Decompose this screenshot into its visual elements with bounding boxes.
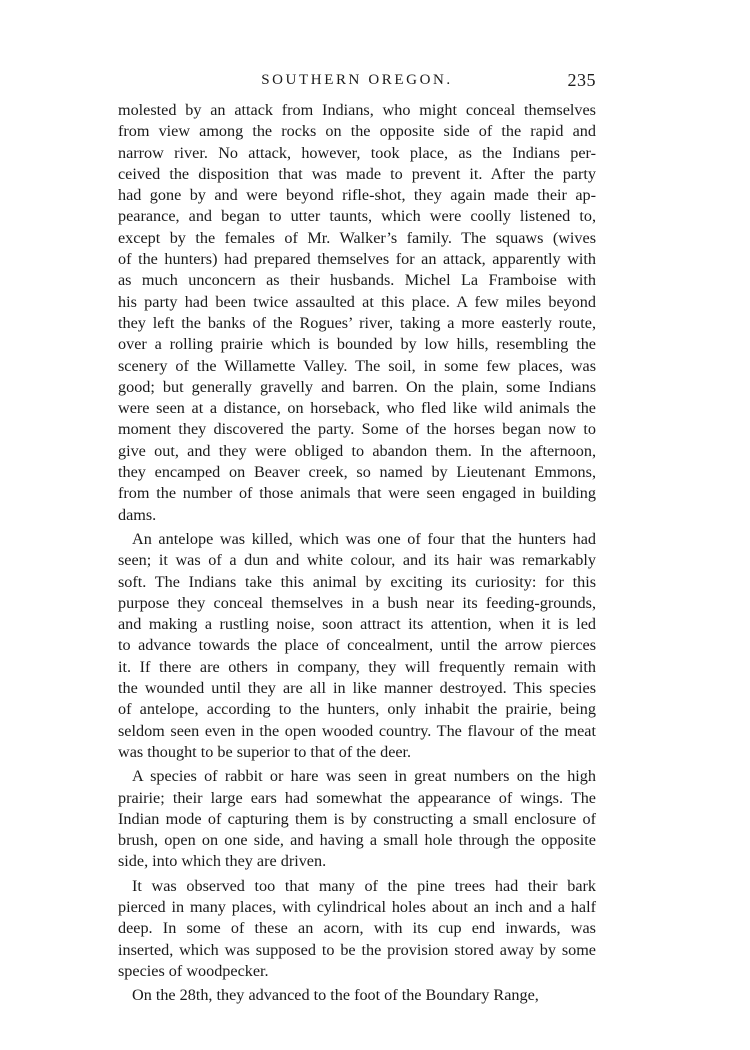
text-line: prairie; their large ears had somewhat the appearance of wings. The [118, 788, 596, 807]
text-line: from view among the rocks on the opposite side of the rapid and [118, 122, 596, 141]
text-line: they left the banks of the Rogues’ river, taking a more easterly route, [118, 313, 596, 332]
text-line: good; but generally gravelly and barren. On the plain, some Indians [118, 377, 596, 396]
paragraph [118, 100, 596, 526]
text-line: deep. In some of these an acorn, with its cup end inwards, was [118, 919, 596, 938]
text-line: give out, and they were obliged to abandon them. In the afternoon, [118, 441, 596, 460]
text-line: pierced in many places, with cylindrical holes about an inch and a half [118, 897, 596, 916]
text-line: soft. The Indians take this animal by exciting its curiosity: for this [118, 572, 596, 591]
text-line: species of woodpecker. [118, 961, 269, 980]
text-line: seldom seen even in the open wooded country. The flavour of the meat [118, 721, 596, 740]
text-line: pearance, and began to utter taunts, which were coolly listened to, [118, 207, 596, 226]
text-line: inserted, which was supposed to be the provision stored away by some [118, 940, 596, 959]
paragraph [118, 766, 596, 872]
text-line: purpose they conceal themselves in a bush near its feeding-grounds, [118, 593, 596, 612]
text-line: An antelope was killed, which was one of four that the hunters had [132, 529, 596, 548]
text-line: over a rolling prairie which is bounded by low hills, resembling the [118, 335, 596, 354]
text-line: his party had been twice assaulted at this place. A few miles beyond [118, 292, 596, 311]
text-line: the wounded until they are all in like manner destroyed. This species [118, 679, 596, 698]
text-line: it. If there are others in company, they will frequently remain with [118, 657, 596, 676]
text-line: had gone by and were beyond rifle-shot, they again made their ap- [118, 186, 596, 205]
paragraph [118, 876, 596, 982]
text-line: side, into which they are driven. [118, 852, 327, 871]
text-line: and making a rustling noise, soon attract its attention, when it is led [118, 615, 596, 634]
text-line: narrow river. No attack, however, took place, as the Indians per- [118, 143, 596, 162]
text-line: molested by an attack from Indians, who might conceal themselves [118, 101, 596, 119]
text-line: were seen at a distance, on horseback, who fled like wild animals the [118, 399, 596, 418]
text-line: seen; it was of a dun and white colour, and its hair was remarkably [118, 551, 596, 570]
text-line: of the hunters) had prepared themselves for an attack, apparently with [118, 250, 596, 269]
text-line: ceived the disposition that was made to prevent it. After the party [118, 164, 596, 183]
paragraph [118, 985, 596, 1006]
text-line: On the 28th, they advanced to the foot of the Boundary Range, [132, 986, 539, 1005]
text-line: Indian mode of capturing them is by constructing a small enclosure of [118, 809, 596, 828]
text-line: brush, open on one side, and having a small hole through the opposite [118, 831, 596, 850]
text-line: except by the females of Mr. Walker’s family. The squaws (wives [118, 228, 596, 247]
text-line: of antelope, according to the hunters, only inhabit the prairie, being [118, 700, 596, 719]
body-text [118, 100, 596, 1006]
text-line: from the number of those animals that were seen engaged in building [118, 484, 596, 503]
text-line: A species of rabbit or hare was seen in great numbers on the high [132, 767, 596, 786]
page-number: 235 [567, 70, 596, 90]
text-line: they encamped on Beaver creek, so named by Lieutenant Emmons, [118, 463, 596, 482]
text-line: It was observed too that many of the pine trees had their bark [132, 876, 596, 895]
running-head: SOUTHERN OREGON. [261, 72, 453, 88]
text-line: as much unconcern as their husbands. Michel La Framboise with [118, 271, 596, 290]
text-line: moment they discovered the party. Some of the horses began now to [118, 420, 596, 439]
text-line: was thought to be superior to that of the deer. [118, 742, 412, 761]
page-header [118, 70, 596, 96]
text-line: to advance towards the place of concealment, until the arrow pierces [118, 636, 596, 655]
text-line: scenery of the Willamette Valley. The soil, in some few places, was [118, 356, 596, 375]
paragraph [118, 529, 596, 763]
text-line: dams. [118, 505, 157, 524]
